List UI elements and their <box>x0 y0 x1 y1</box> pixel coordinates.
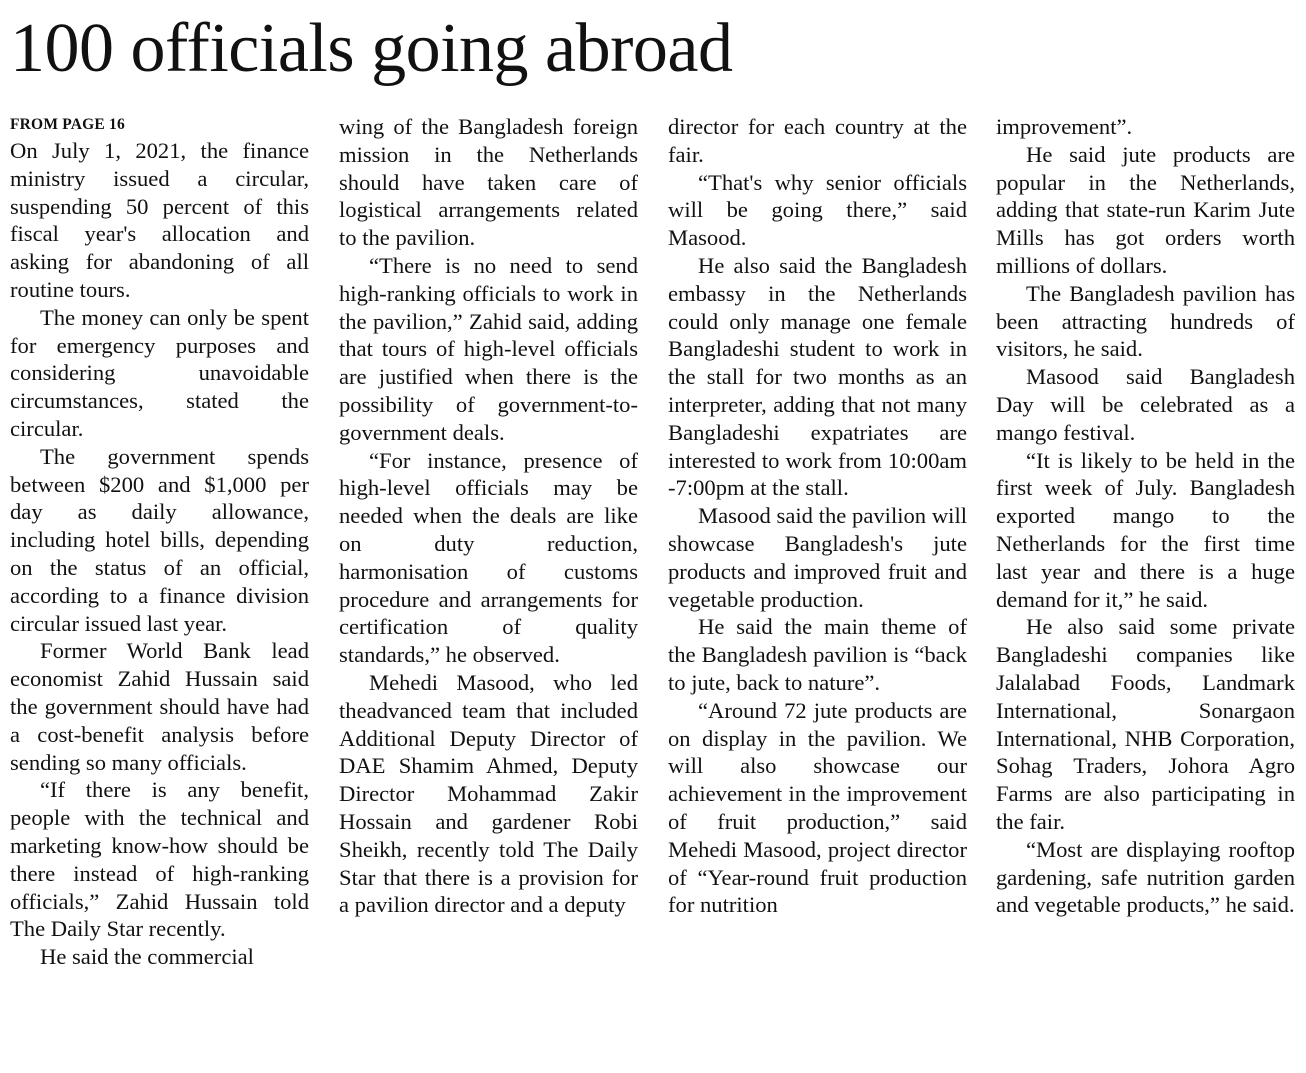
paragraph: Mehedi Masood, who led theadvanced team that included Additional Deputy Director of DAE Shamim Ahmed, Deputy Director Mohammad Zakir Hossain and gardener Robi Sheikh, recently told The Daily Star that there is a provision for a pavilion director and a deputy <box>339 669 638 918</box>
paragraph: He said jute products are popular in the Netherlands, adding that state-run Karim Jute Mills has got orders worth millions of dollars. <box>996 141 1295 278</box>
paragraph: Masood said Bangladesh Day will be celebrated as a mango festival. <box>996 364 1295 445</box>
paragraph: Masood said the pavilion will showcase Bangladesh's jute products and improved fruit and vegetable production. <box>668 503 967 612</box>
paragraph: The Bangladesh pavilion has been attracting hundreds of visitors, he said. <box>996 280 1295 362</box>
paragraph: improvement”. <box>996 114 1133 139</box>
article-column-2 <box>339 113 638 919</box>
paragraph: “If there is any benefit, people with the technical and marketing know-how should be there instead of high-ranking officials,” Zahid Hussain told The Daily Star recently. <box>10 777 309 942</box>
article-body <box>10 113 1296 1063</box>
paragraph: He said the main theme of the Bangladesh pavilion is “back to jute, back to nature”. <box>668 614 967 695</box>
paragraph: “Most are displaying rooftop gardening, safe nutrition garden and vegetable products,” he said. <box>996 836 1295 918</box>
headline: 100 officials going abroad <box>10 10 733 87</box>
paragraph: He also said some private Bangladeshi companies like Jalalabad Foods, Landmark International, Sonargaon International, NHB Corporation, Sohag Traders, Johora Agro Farms are also participating in the fair. <box>996 614 1295 834</box>
article-column-4 <box>996 113 1295 919</box>
paragraph: “There is no need to send high-ranking officials to work in the pavilion,” Zahid said, adding that tours of high-level officials are justified when there is the possibility of government-to-government deals. <box>339 252 638 445</box>
paragraph: He said the commercial <box>40 944 254 970</box>
paragraph: director for each country at the fair. <box>668 114 967 167</box>
paragraph: He also said the Bangladesh embassy in the Netherlands could only manage one female Bangladeshi student to work in the stall for two months as an interpreter, adding that not many Bangladeshi expatriates are interested to work from 10:00am -7:00pm at the stall. <box>668 252 967 501</box>
paragraph: “It is likely to be held in the first week of July. Bangladesh exported mango to the Netherlands for the first time last year and there is a huge demand for it,” he said. <box>996 447 1295 612</box>
article-column-3 <box>668 113 967 919</box>
page-reference: FROM PAGE 16 <box>10 116 125 133</box>
paragraph: wing of the Bangladesh foreign mission in the Netherlands should have taken care of logistical arrangements related to the pavilion. <box>339 114 638 251</box>
paragraph: Former World Bank lead economist Zahid Hussain said the government should have had a cost-benefit analysis before sending so many officials. <box>10 638 309 775</box>
paragraph: “That's why senior officials will be going there,” said Masood. <box>668 169 967 251</box>
paragraph: The government spends between $200 and $1,000 per day as daily allowance, including hotel bills, depending on the status of an official, according to a finance division circular issued last year. <box>10 443 309 636</box>
paragraph: The money can only be spent for emergency purposes and considering unavoidable circumstances, stated the circular. <box>10 304 309 441</box>
paragraph: “For instance, presence of high-level officials may be needed when the deals are like on duty reduction, harmonisation of customs procedure and arrangements for certification of quality standards,” he observed. <box>339 447 638 668</box>
article-column-1 <box>10 113 309 971</box>
paragraph: On July 1, 2021, the finance ministry issued a circular, suspending 50 percent of this fiscal year's allocation and asking for abandoning of all routine tours. <box>10 138 309 302</box>
paragraph: “Around 72 jute products are on display in the pavilion. We will also showcase our achievement in the improvement of fruit production,” said Mehedi Masood, project director of “Year-round fruit production for nutrition <box>668 697 967 918</box>
